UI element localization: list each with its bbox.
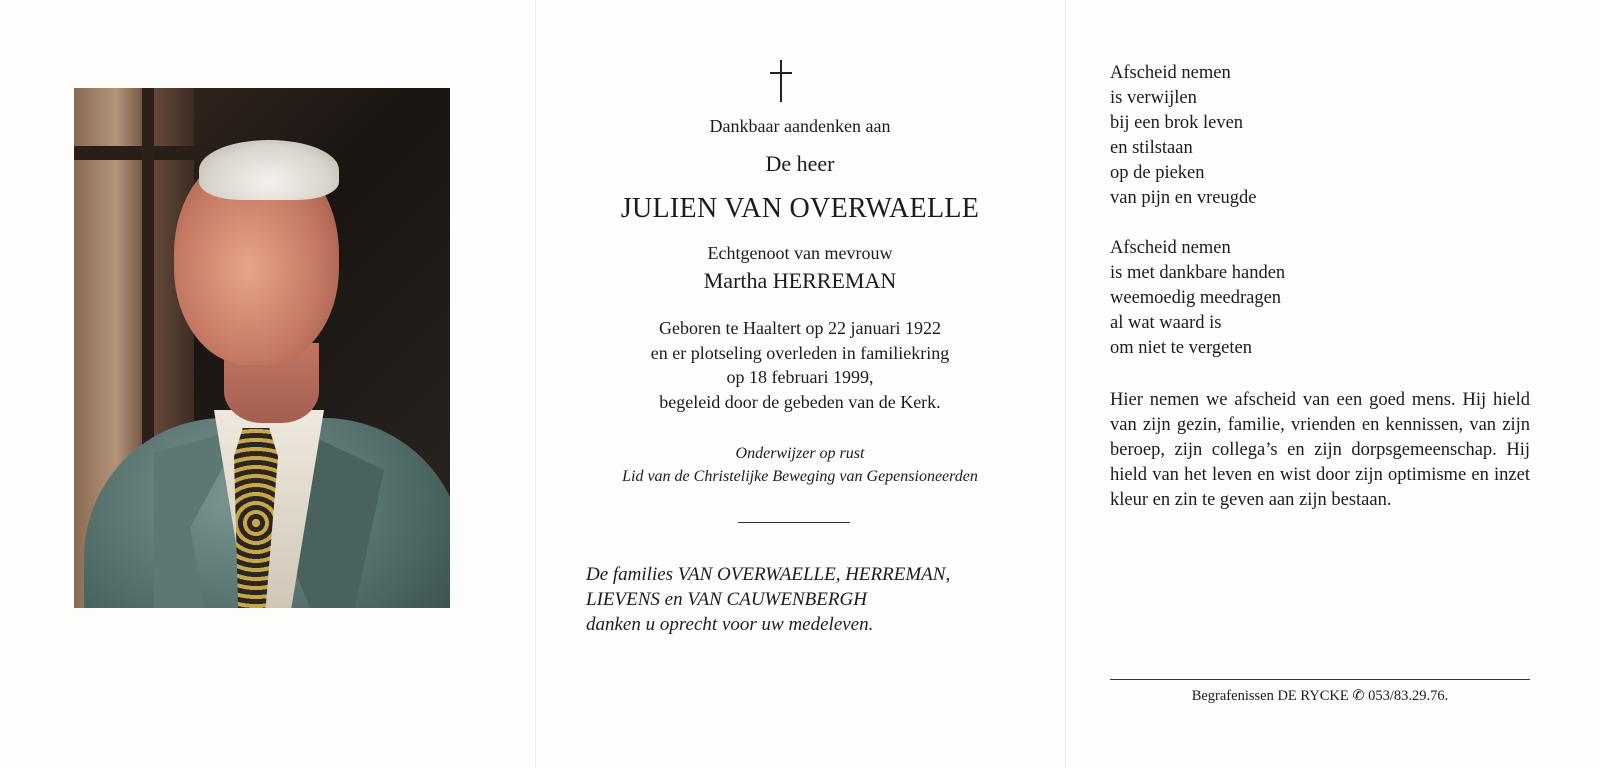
- divider-rule: [738, 522, 850, 523]
- poem-line: al wat waard is: [1110, 313, 1222, 333]
- spouse-label: Echtgenoot van mevrouw: [707, 243, 893, 263]
- family-line-1: De families VAN OVERWAELLE, HERREMAN,: [586, 564, 951, 585]
- poem-line: Afscheid nemen: [1110, 63, 1231, 83]
- footer-rule: [1110, 679, 1530, 680]
- portrait-photo: [74, 88, 450, 608]
- cross-icon-bar: [770, 72, 792, 74]
- poem-line: op de pieken: [1110, 163, 1205, 183]
- poem-line: om niet te vergeten: [1110, 338, 1252, 358]
- poem-line: weemoedig meedragen: [1110, 288, 1282, 308]
- birth-line: Geboren te Haaltert op 22 januari 1922: [659, 318, 941, 338]
- fold-line-right: [1065, 0, 1066, 768]
- cross-icon: [780, 60, 782, 102]
- family-line-2: LIEVENS en VAN CAUWENBERGH: [586, 589, 867, 610]
- poem-line: Afscheid nemen: [1110, 238, 1231, 258]
- poem-line: bij een brok leven: [1110, 113, 1244, 133]
- poem-line: is verwijlen: [1110, 88, 1197, 108]
- photo-hair: [199, 140, 339, 200]
- deceased-name: JULIEN VAN OVERWAELLE: [620, 193, 980, 224]
- spouse-name: Martha HERREMAN: [703, 268, 897, 293]
- poem-line: is met dankbare handen: [1110, 263, 1286, 283]
- undertaker-credit: Begrafenissen DE RYCKE ✆ 053/83.29.76.: [1191, 688, 1449, 704]
- tribute-paragraph: Hier nemen we afscheid van een goed mens. Hij hield van zijn gezin, familie, vrienden en kennissen, van zijn beroep, zijn collega’s en zijn dorpsgemeenschap. Hij hield van het leven en wist door zijn optimisme en inzet kleur en zin te geven aan zijn bestaan.: [1110, 390, 1530, 510]
- poem-line: van pijn en vreugde: [1110, 188, 1257, 208]
- death-line-3: begeleid door de gebeden van de Kerk.: [659, 392, 941, 412]
- fold-line-left: [535, 0, 536, 768]
- poem-line: en stilstaan: [1110, 138, 1193, 158]
- death-line-2: op 18 februari 1999,: [726, 367, 874, 387]
- family-line-3: danken u oprecht voor uw medeleven.: [586, 614, 874, 635]
- intro-text: Dankbaar aandenken aan: [709, 116, 891, 136]
- photo-window-frame: [74, 146, 204, 160]
- occupation-line-2: Lid van de Christelijke Beweging van Gepensioneerden: [622, 468, 978, 485]
- occupation-line-1: Onderwijzer op rust: [735, 445, 865, 462]
- salutation: De heer: [765, 151, 835, 176]
- death-line-1: en er plotseling overleden in familiekring: [650, 343, 950, 363]
